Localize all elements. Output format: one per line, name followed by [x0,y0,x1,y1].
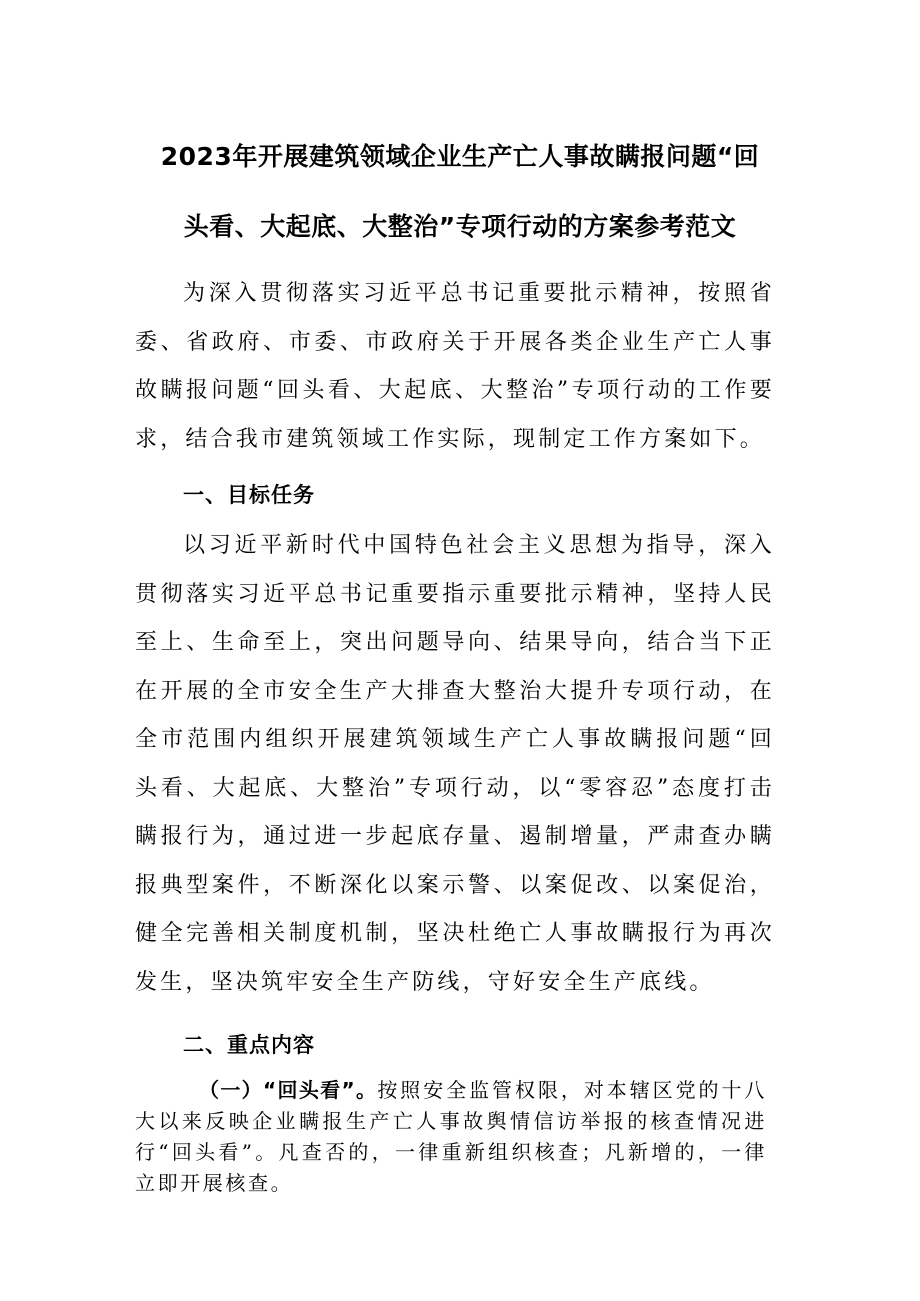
section-heading-key-content: 二、重点内容 [183,1033,315,1057]
intro-paragraph: 为深入贯彻落实习近平总书记重要批示精神，按照省委、省政府、市委、市政府关于开展各类企业生产亡人事故瞒报问题“回头看、大起底、大整治”专项行动的工作要求，结合我市建筑领域工作实际，现制定工作方案如下。 [135,281,775,452]
item-1-body: 按照安全监管权限，对本辖区党的十八大以来反映企业瞒报生产亡人事故舆情信访举报的核查情况进行“回头看”。凡查否的，一律重新组织核查；凡新增的，一律立即开展核查。 [135,1078,767,1195]
key-content-item-1 [135,1075,767,1199]
item-1-lead: （一）“回头看”。 [199,1078,378,1102]
document-title-line-2: 头看、大起底、大整治”专项行动的方案参考范文 [183,212,737,241]
goals-paragraph: 以习近平新时代中国特色社会主义思想为指导，深入贯彻落实习近平总书记重要指示重要批示精神，坚持人民至上、生命至上，突出问题导向、结果导向，结合当下正在开展的全市安全生产大排查大整治大提升专项行动，在全市范围内组织开展建筑领域生产亡人事故瞒报问题“回头看、大起底、大整治”专项行动，以“零容忍”态度打击瞒报行为，通过进一步起底存量、遏制增量，严肃查办瞒报典型案件，不断深化以案示警、以案促改、以案促治，健全完善相关制度机制，坚决杜绝亡人事故瞒报行为再次发生，坚决筑牢安全生产防线，守好安全生产底线。 [135,533,775,995]
section-heading-goals: 一、目标任务 [183,483,315,507]
document-title-line-1: 2023年开展建筑领域企业生产亡人事故瞒报问题“回 [160,142,760,171]
